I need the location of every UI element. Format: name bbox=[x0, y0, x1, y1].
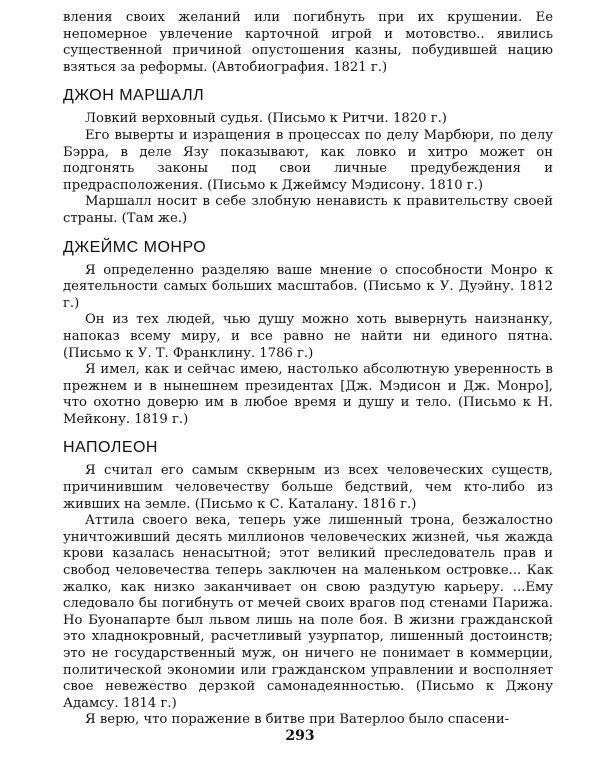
paragraph: Аттила своего века, теперь уже лишенный трона, безжалостно уничтоживший десять миллионов человеческих жизней, чья жажда крови казалась ненасытной; этот великий преследователь прав и свобод человечества теперь заключен на маленьком островке... Как жалко, как низко заканчивает он свою раздутую карьеру. ...Ему следовало бы погибнуть от мечей своих врагов под стенами Парижа. Но Буонапарте был львом лишь на поле боя. В жизни гражданской это хладнокровный, расчетливый узурпатор, лишенный достоинств; это не государственный муж, он ничего не понимает в коммерции, политической экономии или гражданском управлении и восполняет свое невежество дерзкой самонадеянностью. (Письмо к Джону Адамсу. 1814 г.) bbox=[63, 513, 553, 711]
paragraph: Ловкий верховный судья. (Письмо к Ритчи. 1820 г.) bbox=[85, 111, 447, 127]
intro-paragraph: вления своих желаний или погибнуть при их крушении. Ее непомерное увлечение карточной игрой и мотовство.. явились существенной причиной опустошения казны, побудившей нацию взяться за реформы. (Автобиография. 1821 г.) bbox=[63, 10, 553, 75]
section-james-monroe bbox=[63, 238, 553, 429]
paragraph: Он из тех людей, чью душу можно хоть вывернуть наизнанку, напоказ всему миру, и все равно не найти ни единого пятна. (Письмо к У. Т. Франклину. 1786 г.) bbox=[63, 312, 553, 361]
page-number: 293 bbox=[285, 728, 315, 744]
page-body bbox=[63, 10, 553, 729]
paragraph: Маршалл носит в себе злобную ненависть к правительству своей страны. (Там же.) bbox=[63, 194, 553, 226]
paragraph: Я считал его самым скверным из всех человеческих существ, причинившим человечеству больше бедствий, чем кто-либо из живших на земле. (Письмо к С. Каталану. 1816 г.) bbox=[63, 463, 553, 512]
section-heading: ДЖЕЙМС МОНРО bbox=[63, 238, 207, 256]
paragraph: Его выверты и изращения в процессах по делу Марбюри, по делу Бэрра, в деле Язу показывают, как ловко и хитро может он подгонять законы под свои личные предубеждения и предрасположения. (Письмо к Джеймсу Мэдисону. 1810 г.) bbox=[63, 127, 553, 193]
section-heading: ДЖОН МАРШАЛЛ bbox=[63, 87, 205, 105]
paragraph: Я имел, как и сейчас имею, настолько абсолютную уверенность в прежнем и в нынешнем президентах [Дж. Мэдисон и Дж. Монро], что охотно доверю им в любое время и душу и тело. (Письмо к Н. Мейкону. 1819 г.) bbox=[63, 362, 553, 427]
section-heading: НАПОЛЕОН bbox=[63, 439, 158, 457]
paragraph: Я определенно разделяю ваше мнение о способности Монро к деятельности самых больших масштабов. (Письмо к У. Дуэйну. 1812 г.) bbox=[63, 262, 553, 311]
paragraph: Я верю, что поражение в битве при Ватерлоо было спасени- bbox=[85, 712, 510, 728]
section-napoleon bbox=[63, 438, 553, 729]
section-john-marshall bbox=[63, 86, 553, 227]
